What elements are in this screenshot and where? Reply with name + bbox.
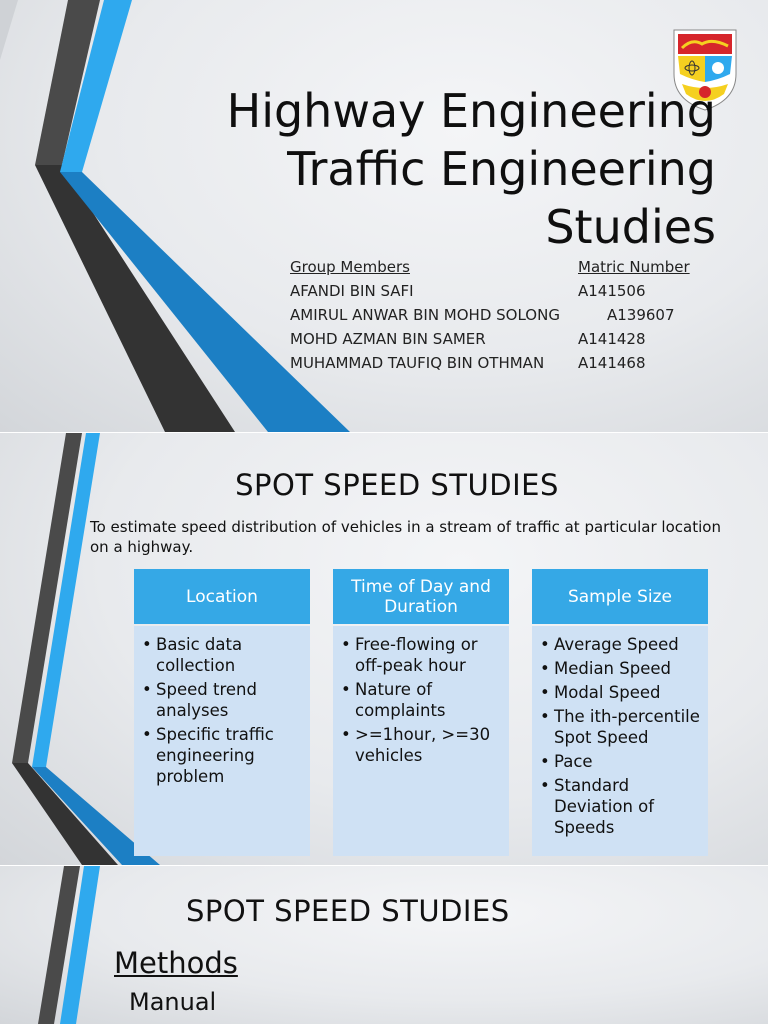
column-time-of-day bbox=[333, 569, 509, 854]
column-body bbox=[134, 626, 310, 856]
list-item: • Median Speed bbox=[540, 658, 702, 679]
member-matric-number: A141468 bbox=[578, 354, 646, 372]
list-item: • Standard Deviation of Speeds bbox=[540, 775, 702, 838]
list-item: • Specific traffic engineering problem bbox=[142, 724, 304, 787]
list-item: • Modal Speed bbox=[540, 682, 702, 703]
title-line: Traffic Engineering bbox=[287, 142, 716, 196]
list-item: • Basic data collection bbox=[142, 634, 304, 676]
member-name: AFANDI BIN SAFI bbox=[290, 282, 414, 300]
column-sample-size bbox=[532, 569, 708, 854]
slide-title: SPOT SPEED STUDIES bbox=[186, 894, 510, 928]
member-name: MUHAMMAD TAUFIQ BIN OTHMAN bbox=[290, 354, 545, 372]
presentation-title bbox=[227, 82, 716, 256]
list-item: • Speed trend analyses bbox=[142, 679, 304, 721]
member-matric-number: A141506 bbox=[578, 282, 646, 300]
member-name: AMIRUL ANWAR BIN MOHD SOLONG bbox=[290, 306, 560, 324]
methods-heading: Methods bbox=[114, 946, 238, 980]
column-body bbox=[333, 626, 509, 856]
member-matric-number: A141428 bbox=[578, 330, 646, 348]
title-line: Studies bbox=[545, 200, 716, 254]
method-manual: Manual bbox=[129, 988, 217, 1016]
list-item: • Nature of complaints bbox=[341, 679, 503, 721]
column-header: Sample Size bbox=[532, 569, 708, 624]
slide-spot-speed-overview bbox=[0, 433, 768, 865]
member-matric-number: A139607 bbox=[607, 306, 675, 324]
list-item: • The ith-percentile Spot Speed bbox=[540, 706, 702, 748]
list-item: • Average Speed bbox=[540, 634, 702, 655]
member-name: MOHD AZMAN BIN SAMER bbox=[290, 330, 486, 348]
members-number-header: Matric Number bbox=[578, 258, 690, 276]
members-name-header: Group Members bbox=[290, 258, 410, 276]
list-item: • Free-flowing or off-peak hour bbox=[341, 634, 503, 676]
column-location bbox=[134, 569, 310, 854]
column-header: Time of Day and Duration bbox=[333, 569, 509, 624]
title-line: Highway Engineering bbox=[226, 84, 716, 138]
column-body bbox=[532, 626, 708, 856]
slide-title: SPOT SPEED STUDIES bbox=[235, 468, 559, 502]
list-item: • >=1hour, >=30 vehicles bbox=[341, 724, 503, 766]
column-header: Location bbox=[134, 569, 310, 624]
slide-spot-speed-methods bbox=[0, 866, 768, 1024]
slide-description: To estimate speed distribution of vehicles in a stream of traffic at particular location on a highway. bbox=[90, 518, 721, 556]
list-item: • Pace bbox=[540, 751, 702, 772]
slide-title bbox=[0, 0, 768, 432]
